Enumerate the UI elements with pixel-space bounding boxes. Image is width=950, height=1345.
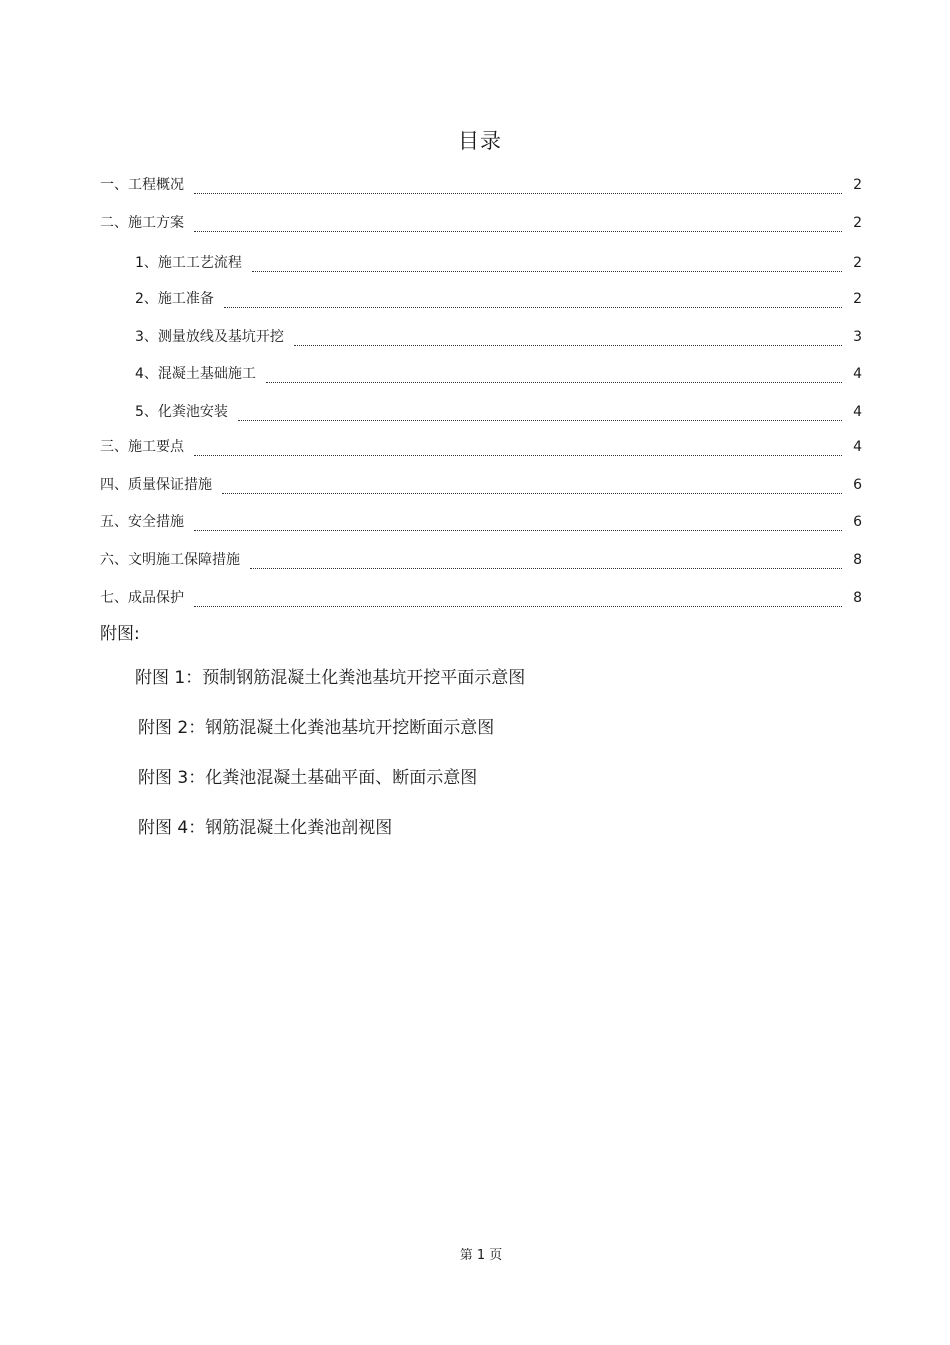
toc-entry-page: 6 bbox=[853, 477, 862, 493]
toc-entry-label: 4、混凝土基础施工 bbox=[135, 366, 256, 382]
appendix-item: 附图 2：钢筋混凝土化粪池基坑开挖断面示意图 bbox=[138, 718, 495, 738]
toc-entry-label: 5、化粪池安装 bbox=[135, 404, 228, 420]
toc-entry-page: 2 bbox=[853, 215, 862, 231]
toc-entry[interactable] bbox=[100, 549, 862, 571]
toc-entry-page: 3 bbox=[853, 329, 862, 345]
toc-entry-page: 2 bbox=[853, 177, 862, 193]
toc-entry-label: 七、成品保护 bbox=[100, 590, 184, 606]
toc-entry[interactable] bbox=[135, 288, 862, 310]
toc-entry-label: 2、施工准备 bbox=[135, 291, 214, 307]
toc-dot-leader bbox=[294, 329, 842, 346]
toc-entry[interactable] bbox=[100, 436, 862, 458]
toc-entry[interactable] bbox=[135, 326, 862, 348]
toc-entry-page: 8 bbox=[853, 590, 862, 606]
toc-entry-label: 六、文明施工保障措施 bbox=[100, 552, 240, 568]
toc-entry-label: 三、施工要点 bbox=[100, 439, 184, 455]
toc-dot-leader bbox=[222, 477, 842, 494]
toc-dot-leader bbox=[224, 291, 842, 308]
toc-entry[interactable] bbox=[100, 511, 862, 533]
toc-entry-label: 四、质量保证措施 bbox=[100, 477, 212, 493]
toc-dot-leader bbox=[250, 552, 842, 569]
toc-entry-label: 二、施工方案 bbox=[100, 215, 184, 231]
page-title: 目录 bbox=[458, 129, 502, 153]
toc-dot-leader bbox=[238, 404, 842, 421]
toc-entry-label: 一、工程概况 bbox=[100, 177, 184, 193]
appendix-heading: 附图: bbox=[100, 624, 140, 644]
toc-entry-page: 4 bbox=[853, 439, 862, 455]
appendix-item: 附图 3：化粪池混凝土基础平面、断面示意图 bbox=[138, 768, 478, 788]
appendix-item: 附图 4：钢筋混凝土化粪池剖视图 bbox=[138, 818, 393, 838]
toc-entry[interactable] bbox=[135, 252, 862, 274]
toc-dot-leader bbox=[194, 514, 842, 531]
appendix-item: 附图 1：预制钢筋混凝土化粪池基坑开挖平面示意图 bbox=[135, 668, 526, 688]
toc-entry-page: 6 bbox=[853, 514, 862, 530]
toc-entry[interactable] bbox=[100, 174, 862, 196]
toc-entry-page: 2 bbox=[853, 291, 862, 307]
toc-entry-label: 1、施工工艺流程 bbox=[135, 255, 242, 271]
toc-entry-page: 8 bbox=[853, 552, 862, 568]
toc-entry-page: 4 bbox=[853, 366, 862, 382]
toc-entry[interactable] bbox=[100, 474, 862, 496]
toc-dot-leader bbox=[194, 439, 842, 456]
toc-entry[interactable] bbox=[100, 587, 862, 609]
toc-dot-leader bbox=[194, 590, 842, 607]
toc-dot-leader bbox=[266, 366, 842, 383]
toc-entry-page: 4 bbox=[853, 404, 862, 420]
toc-dot-leader bbox=[194, 215, 842, 232]
toc-entry-label: 3、测量放线及基坑开挖 bbox=[135, 329, 284, 345]
toc-entry[interactable] bbox=[100, 212, 862, 234]
toc-dot-leader bbox=[194, 177, 842, 194]
toc-dot-leader bbox=[252, 255, 842, 272]
toc-entry-label: 五、安全措施 bbox=[100, 514, 184, 530]
toc-entry-page: 2 bbox=[853, 255, 862, 271]
page-number-footer: 第 1 页 bbox=[459, 1248, 503, 1263]
table-of-contents bbox=[0, 0, 950, 640]
toc-entry[interactable] bbox=[135, 401, 862, 423]
toc-entry[interactable] bbox=[135, 363, 862, 385]
